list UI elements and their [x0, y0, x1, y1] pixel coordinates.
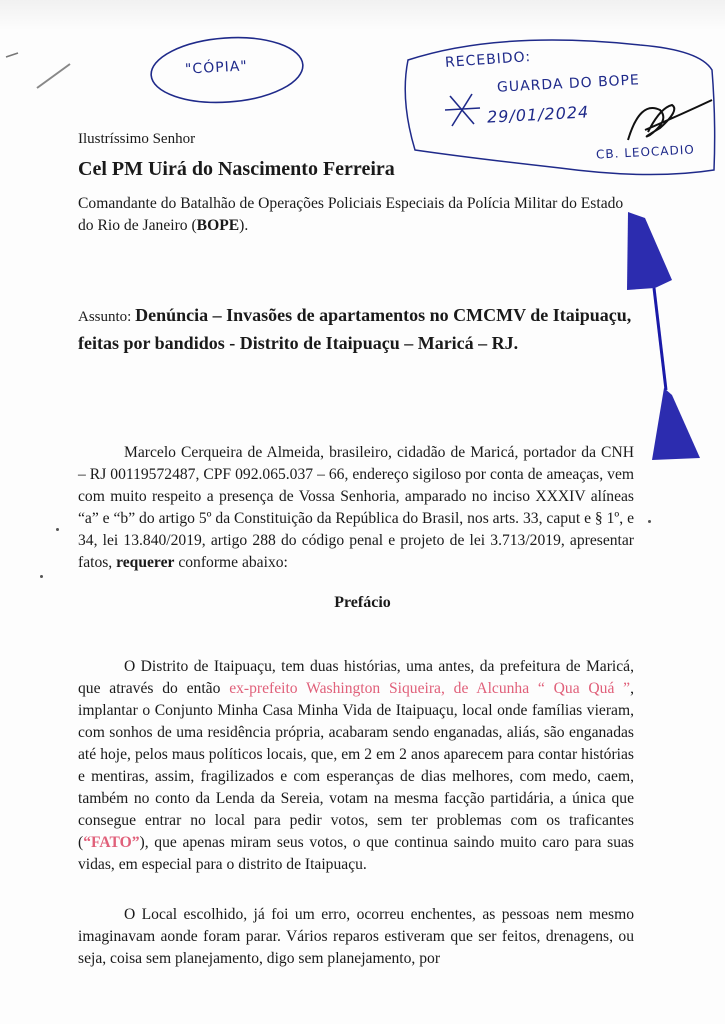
greeting: Ilustríssimo Senhor	[78, 131, 196, 147]
subject-line	[78, 302, 638, 356]
received-date: 29/01/2024	[486, 102, 590, 127]
scan-shadow	[0, 0, 725, 30]
description-suffix: ).	[239, 217, 249, 234]
received-label: RECEBIDO:	[444, 49, 532, 71]
ink-drawing-stem	[654, 288, 666, 390]
received-by: GUARDA DO BOPE	[496, 72, 641, 96]
section-title: Prefácio	[334, 594, 391, 611]
subject-text: Denúncia – Invasões de apartamentos no CMCMV de Itaipuaçu, feitas por bandidos - Distrito de Itaipuaçu – Maricá – RJ.	[78, 305, 632, 353]
p2-text: O Local escolhido, já foi um erro, ocorreu enchentes, as pessoas nem mesmo imaginavam aonde foram parar. Vários reparos estiveram que ser feitos, drenagens, ou seja, coisa sem planejamento, digo sem planejamento, por	[78, 906, 634, 967]
intro-paragraph	[78, 442, 634, 574]
intro-bold: requerer	[116, 554, 175, 571]
intro-end: conforme abaixo:	[174, 554, 288, 571]
p1-text-middle: , implantar o Conjunto Minha Casa Minha Vida de Itaipuaçu, local onde famílias vieram, com sonhos de uma residência própria, acabaram sendo enganadas, aliás, são enganadas até hoje, pelos maus políticos locais, que, em 2 em 2 anos aparecem para contar histórias e mentiras, assim, fragilizados e com esperanças de dias melhores, com medo, caem, também no conto da Lenda da Sereia, votam na mesma facção partidária, a única que consegue entrar no local para pedir votos, sem ter problemas com os traficantes (	[78, 680, 634, 851]
p1-text-after: ), que apenas miram seus votos, o que continua saindo muito caro para suas vidas, em especial para o distrito de Itaipuaçu.	[78, 834, 634, 873]
scan-speck	[40, 575, 43, 578]
subject-label: Assunto:	[78, 309, 136, 325]
copy-stamp-text: "CÓPIA"	[184, 58, 249, 78]
intro-text: Marcelo Cerqueira de Almeida, brasileiro, cidadão de Maricá, portador da CNH – RJ 00119572487, CPF 092.065.037 – 66, endereço sigiloso por conta de ameaças, vem com muito respeito a presença de Vossa Senhoria, amparado no inciso XXXIV alíneas “a” e “b” do artigo 5º da Constituição da República do Brasil, nos arts. 33, caput e § 1º, e 34, lei 13.840/2019, artigo 288 do código penal e projeto de lei 3.713/2019, apresentar fatos,	[78, 444, 634, 571]
received-signer: CB. LEOCADIO	[595, 142, 696, 162]
addressee-description	[78, 193, 638, 237]
p1-text-before: O Distrito de Itaipuaçu, tem duas histórias, uma antes, da prefeitura de Maricá, que através do então	[78, 658, 634, 697]
p1-highlight-fato: “FATO”	[83, 834, 140, 851]
scan-speck	[648, 520, 651, 523]
addressee-name: Cel PM Uirá do Nascimento Ferreira	[78, 158, 395, 180]
scan-speck	[56, 528, 59, 531]
asterisk-mark	[445, 94, 480, 126]
signature-scribble	[628, 100, 712, 140]
pen-mark	[37, 64, 70, 88]
ink-drawing-bottom	[652, 388, 700, 460]
p1-highlight: ex-prefeito Washington Siqueira, de Alcunha “ Qua Quá ”	[229, 680, 631, 697]
preface-paragraph-2	[78, 904, 634, 970]
description-text: Comandante do Batalhão de Operações Policiais Especiais da Polícia Militar do Estado do Rio de Janeiro (	[78, 195, 624, 234]
preface-paragraph-1	[78, 656, 634, 876]
description-bope: BOPE	[196, 217, 240, 234]
pen-mark	[6, 53, 18, 57]
